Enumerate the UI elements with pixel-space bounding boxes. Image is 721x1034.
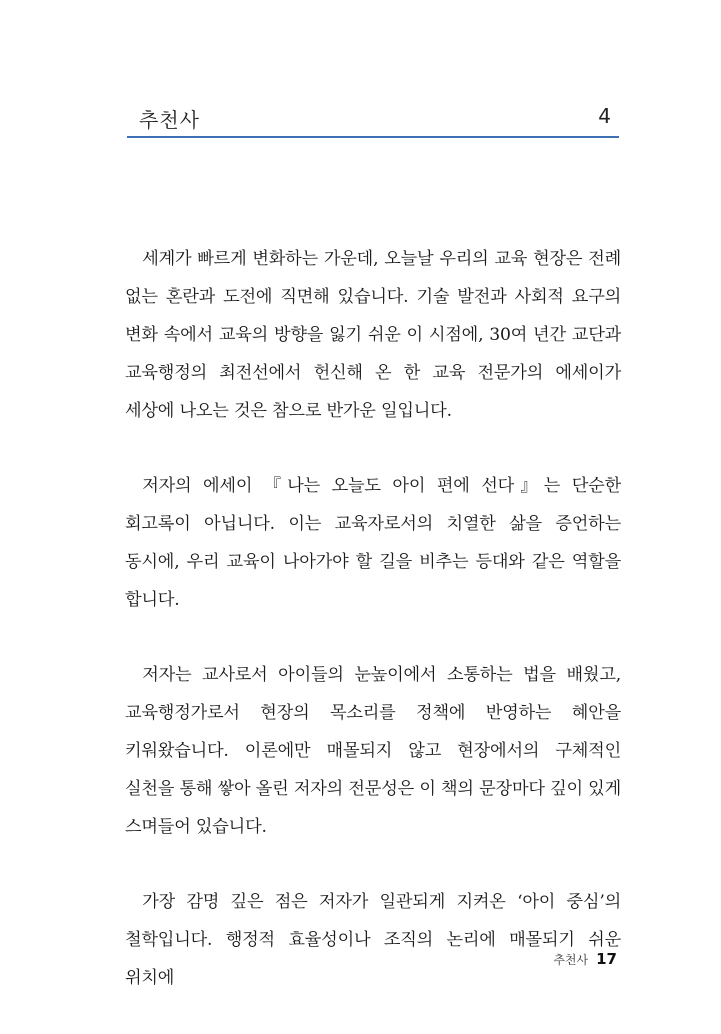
paragraph-2: 저자의 에세이 『나는 오늘도 아이 편에 선다』는 단순한 회고록이 아닙니다. 이는 교육자로서의 치열한 삶을 증언하는 동시에, 우리 교육이 나아가야 할 길을 비추는 등대와 같은 역할을 합니다.	[125, 476, 621, 610]
chapter-title: 추천사	[139, 108, 200, 132]
chapter-header	[127, 100, 619, 138]
page-footer	[553, 950, 617, 968]
chapter-number: 4	[598, 104, 611, 128]
body-text	[125, 240, 621, 1034]
page-number: 17	[596, 950, 617, 968]
footer-section-title: 추천사	[553, 953, 589, 967]
paragraph-3: 저자는 교사로서 아이들의 눈높이에서 소통하는 법을 배웠고, 교육행정가로서 현장의 목소리를 정책에 반영하는 혜안을 키워왔습니다. 이론에만 매몰되지 않고 현장에서의 구체적인 실천을 통해 쌓아 올린 저자의 전문성은 이 책의 문장마다 깊이 있게 스며들어 있습니다.	[125, 665, 621, 837]
paragraph-4: 가장 감명 깊은 점은 저자가 일관되게 지켜온 ‘아이 중심’의 철학입니다. 행정적 효율성이나 조직의 논리에 매몰되기 쉬운 위치에	[125, 892, 621, 988]
paragraph-1: 세계가 빠르게 변화하는 가운데, 오늘날 우리의 교육 현장은 전례 없는 혼란과 도전에 직면해 있습니다. 기술 발전과 사회적 요구의 변화 속에서 교육의 방향을 잃기 쉬운 이 시점에, 30여 년간 교단과 교육행정의 최전선에서 헌신해 온 한 교육 전문가의 에세이가 세상에 나오는 것은 참으로 반가운 일입니다.	[125, 249, 621, 421]
